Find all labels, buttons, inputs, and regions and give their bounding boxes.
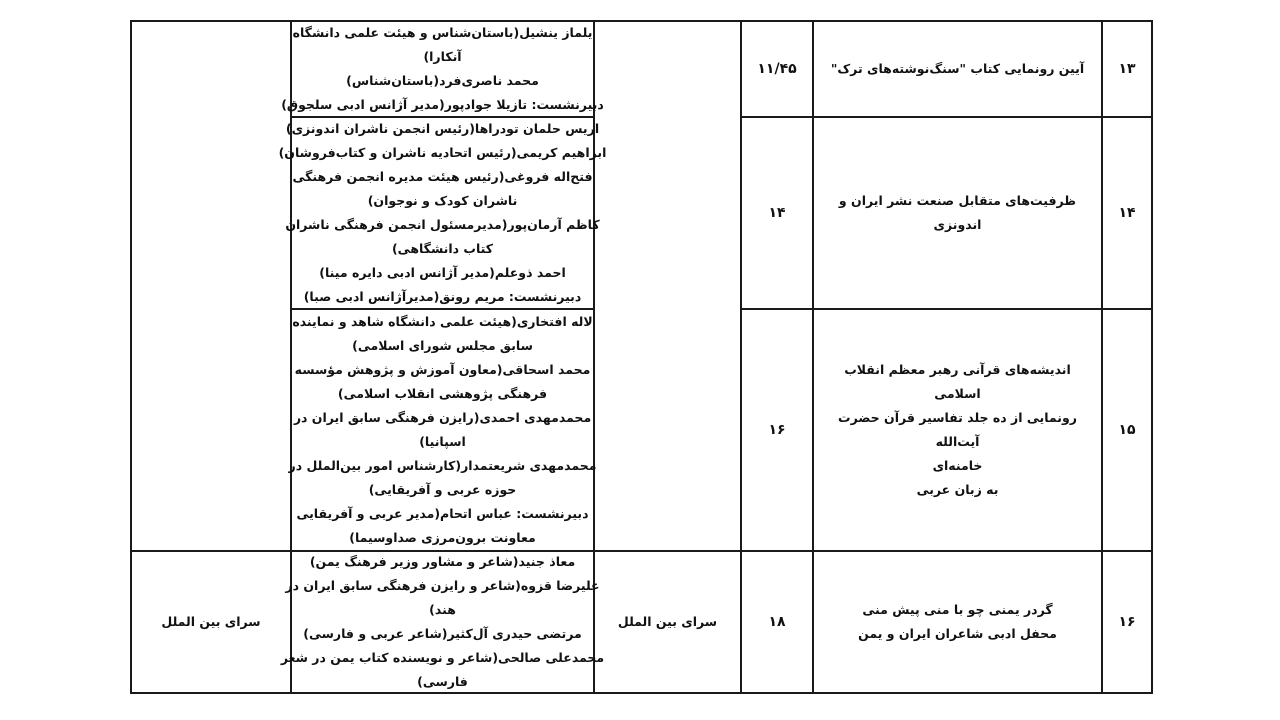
speaker-line: احمد ذوعلم(مدیر آژانس ادبی دایره مینا) bbox=[319, 265, 566, 280]
session-time-cell bbox=[742, 310, 812, 550]
speaker-line: مرتضی حیدری آل‌کثیر(شاعر عربی و فارسی) bbox=[303, 626, 582, 641]
speaker-line: محمدمهدی شریعتمدار(کارشناس امور بین‌الملل در bbox=[288, 458, 597, 473]
session-title-cell bbox=[814, 118, 1101, 308]
row-index-cell bbox=[1103, 22, 1151, 116]
row-index-cell bbox=[1103, 310, 1151, 550]
speaker-line: علیرضا قزوه(شاعر و رایزن فرهنگی سابق ایران در bbox=[285, 578, 600, 593]
speaker-line: ابراهیم کریمی(رئیس اتحادیه ناشران و کتاب‌فروشان) bbox=[278, 145, 607, 160]
speaker-line: معاونت برون‌مرزی صداوسیما) bbox=[349, 530, 536, 545]
session-time-cell bbox=[742, 118, 812, 308]
speakers-cell bbox=[278, 118, 607, 308]
session-time: ۱۶ bbox=[768, 422, 786, 438]
speaker-line: دبیرنشست: تازیلا جوادپور(مدیر آژانس ادبی سلجوق) bbox=[281, 97, 604, 112]
session-time: ۱۴ bbox=[768, 205, 786, 221]
session-title-line: آیین رونمایی کتاب "سنگ‌نوشته‌های ترک" bbox=[830, 61, 1085, 76]
speakers-cell bbox=[281, 22, 604, 116]
speaker-line: معاذ جنید(شاعر و مشاور وزیر فرهنگ یمن) bbox=[309, 554, 576, 569]
speaker-line: کتاب دانشگاهی) bbox=[391, 241, 494, 256]
session-title-line: اندیشه‌های قرآنی رهبر معظم انقلاب اسلامی bbox=[844, 362, 1071, 401]
speaker-line: محمد ناصری‌فرد(باستان‌شناس) bbox=[346, 73, 539, 88]
session-title-line: ظرفیت‌های متقابل صنعت نشر ایران و اندونزی bbox=[838, 193, 1077, 232]
speaker-line: فرهنگی پژوهشی انقلاب اسلامی) bbox=[337, 386, 548, 401]
session-title-line: گردر یمنی چو با منی پیش منی bbox=[862, 602, 1053, 617]
row-index-cell bbox=[1103, 118, 1151, 308]
speaker-line: حوزه عربی و آفریقایی) bbox=[368, 482, 517, 497]
speaker-line: ناشران کودک و نوجوان) bbox=[367, 193, 518, 208]
speaker-line: فارسی) bbox=[417, 674, 468, 689]
row-index: ۱۴ bbox=[1118, 205, 1136, 221]
speaker-line: محمد اسحاقی(معاون آموزش و پژوهش مؤسسه bbox=[294, 362, 591, 377]
speaker-line: دبیرنشست: مریم رونق(مدیرآژانس ادبی صبا) bbox=[303, 289, 582, 304]
speaker-line: آنکارا) bbox=[423, 49, 462, 64]
speakers-cell bbox=[280, 552, 605, 692]
session-title-cell bbox=[814, 22, 1101, 116]
location: سرای بین الملل bbox=[161, 614, 261, 629]
speaker-line: هند) bbox=[429, 602, 456, 617]
venue: سرای بین الملل bbox=[617, 614, 718, 629]
schedule-table bbox=[130, 20, 1153, 694]
speaker-line: اریس حلمان تودراها(رئیس انجمن ناشران اندونزی) bbox=[285, 121, 600, 136]
session-time-cell bbox=[742, 22, 812, 116]
session-title-line: خامنه‌ای bbox=[932, 458, 983, 473]
speaker-line: سابق مجلس شورای اسلامی) bbox=[352, 338, 533, 353]
speaker-line: دبیرنشست: عباس اتحام(مدیر عربی و آفریقایی bbox=[296, 506, 589, 521]
speaker-line: یلماز ینشیل(باستان‌شناس و هیئت علمی دانشگاه bbox=[292, 25, 593, 40]
table-border-right bbox=[1151, 20, 1153, 694]
row-index: ۱۶ bbox=[1118, 614, 1136, 630]
speaker-line: کاظم آرمان‌پور(مدیرمسئول انجمن فرهنگی ناشران bbox=[285, 217, 600, 232]
speaker-line: لاله افتخاری(هیئت علمی دانشگاه شاهد و نماینده bbox=[292, 314, 593, 329]
speaker-line: محمدمهدی احمدی(رایزن فرهنگی سابق ایران در bbox=[293, 410, 592, 425]
venue-cell bbox=[595, 552, 740, 692]
speakers-cell bbox=[288, 310, 597, 550]
session-title-line: به زبان عربی bbox=[916, 482, 999, 497]
speaker-line: اسپانیا) bbox=[419, 434, 466, 449]
session-title-cell bbox=[814, 310, 1101, 550]
row-index: ۱۳ bbox=[1118, 61, 1136, 77]
session-title-line: رونمایی از ده جلد تفاسیر قرآن حضرت آیت‌الله bbox=[838, 410, 1077, 449]
row-index-cell bbox=[1103, 552, 1151, 692]
session-time-cell bbox=[742, 552, 812, 692]
session-time: ۱۱/۴۵ bbox=[757, 61, 797, 77]
speaker-line: محمدعلی صالحی(شاعر و نویسنده کتاب یمن در شعر bbox=[280, 650, 605, 665]
row-index: ۱۵ bbox=[1118, 422, 1136, 438]
location-cell bbox=[132, 552, 290, 692]
session-title-line: محفل ادبی شاعران ایران و یمن bbox=[858, 626, 1057, 641]
session-title-cell bbox=[814, 552, 1101, 692]
session-time: ۱۸ bbox=[768, 614, 786, 630]
speaker-line: فتح‌اله فروغی(رئیس هیئت مدیره انجمن فرهنگی bbox=[292, 169, 593, 184]
